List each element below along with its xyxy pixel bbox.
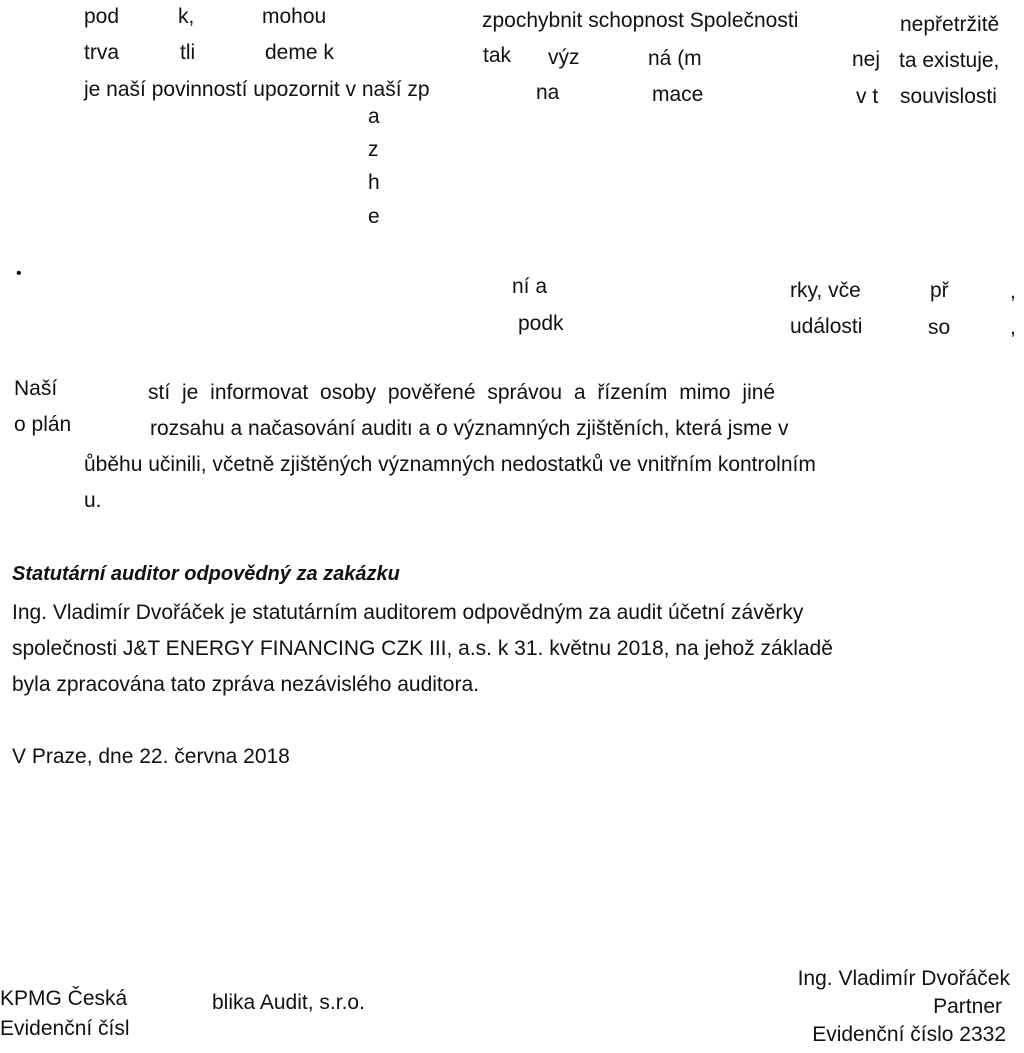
fragment-text: deme k: [265, 41, 334, 64]
paragraph-text: rozsahu a načasování auditı a o významných zjištěních, která jsme v: [150, 417, 789, 440]
fragment-text: nepřetržitě: [900, 13, 1000, 36]
fragment-text: mace: [652, 83, 704, 106]
section-line: byla zpracována tato zpráva nezávislého auditora.: [12, 673, 479, 696]
bullet-marker: •: [16, 265, 22, 282]
fragment-text: ,: [1010, 316, 1016, 339]
column-letter: a: [368, 105, 380, 128]
date-line: V Praze, dne 22. června 2018: [12, 745, 290, 768]
fragment-text: události: [790, 315, 863, 338]
fragment-text: souvislosti: [900, 85, 997, 108]
section-line: Ing. Vladimír Dvořáček je statutárním auditorem odpovědným za audit účetní závěrky: [12, 601, 804, 624]
fragment-text: mohou: [262, 5, 327, 28]
section-heading: Statutární auditor odpovědný za zakázku: [12, 563, 400, 585]
fragment-text: ,: [1010, 280, 1016, 303]
fragment-text: k,: [178, 5, 195, 28]
paragraph-text: o plán: [14, 413, 72, 436]
signature-right-role: Partner: [933, 995, 1002, 1018]
paragraph-text: ůběhu učinili, včetně zjištěných významných nedostatků ve vnitřním kontrolním: [84, 453, 816, 476]
paragraph-text: Naší: [14, 377, 58, 400]
fragment-text: podk: [518, 312, 564, 335]
paragraph-text: u.: [84, 489, 102, 512]
fragment-text: ná (m: [648, 47, 702, 70]
signature-right-name: Ing. Vladimír Dvořáček: [797, 967, 1010, 990]
paragraph-text: stí je informovat osoby pověřené správou a řízením mimo jiné: [148, 381, 776, 404]
section-line: společnosti J&T ENERGY FINANCING CZK III, a.s. k 31. květnu 2018, na jehož základě: [12, 637, 833, 660]
signature-left-firm: KPMG Česká: [0, 987, 128, 1010]
fragment-text: v t: [856, 85, 879, 108]
signature-left-firm-tail: blika Audit, s.r.o.: [212, 991, 365, 1014]
fragment-text: tak: [483, 44, 512, 67]
column-letter: h: [368, 171, 380, 194]
fragment-text: so: [928, 316, 951, 339]
fragment-text: ní a: [512, 275, 548, 298]
fragment-text: trva: [84, 41, 120, 64]
fragment-text: ta existuje,: [899, 49, 1000, 72]
fragment-text: na: [536, 81, 560, 104]
fragment-text: tli: [180, 41, 196, 64]
fragment-text: výz: [548, 46, 580, 69]
fragment-text: rky, vče: [790, 279, 861, 302]
fragment-text: pod: [84, 5, 120, 28]
signature-left-number: Evidenční čísl: [0, 1017, 130, 1040]
fragment-text: nej: [852, 48, 881, 71]
fragment-text: př: [930, 279, 949, 302]
fragment-text: zpochybnit schopnost Společnosti: [482, 9, 799, 32]
fragment-text: je naší povinností upozornit v naší zp: [84, 78, 430, 101]
column-letter: z: [368, 138, 379, 161]
signature-right-number: Evidenční číslo 2332: [812, 1023, 1006, 1046]
column-letter: e: [368, 205, 380, 228]
